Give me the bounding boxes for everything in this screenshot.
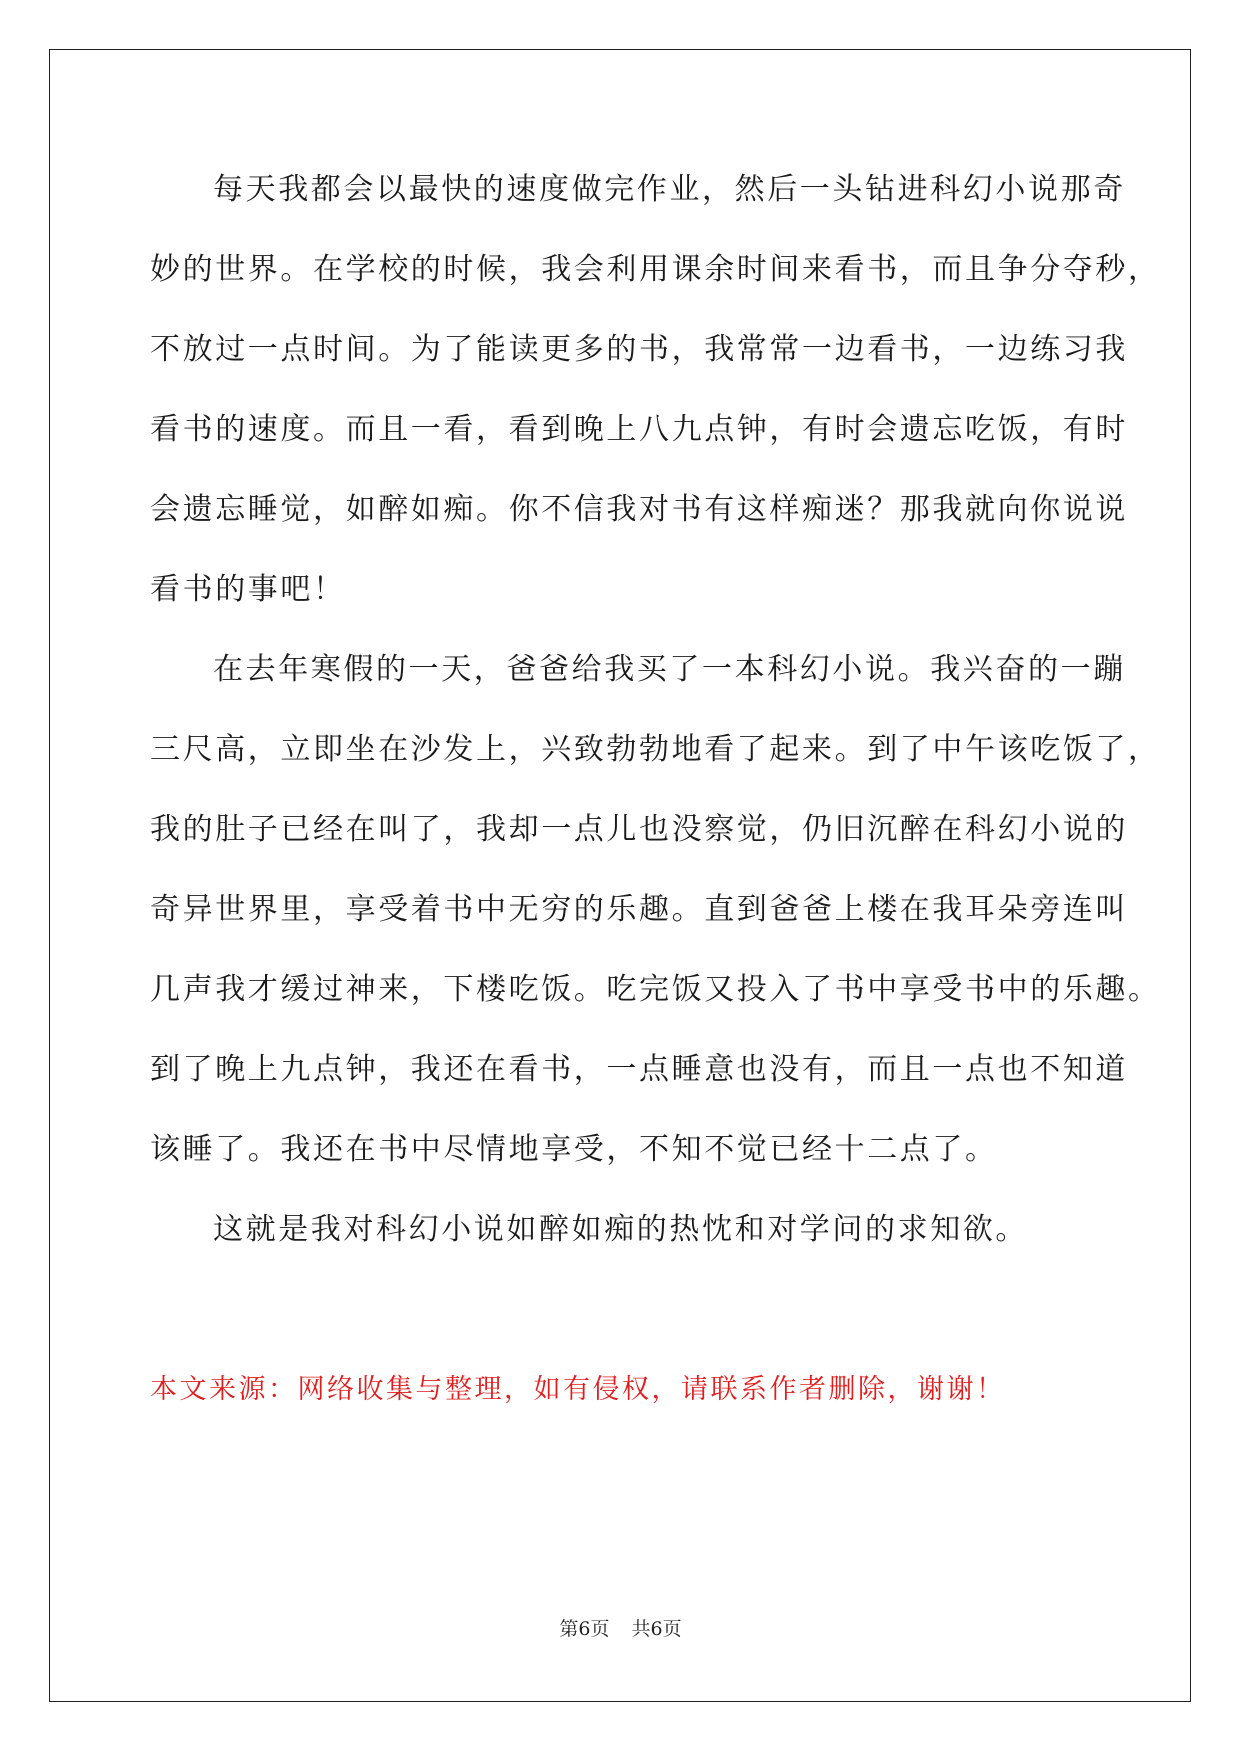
page-footer — [0, 1614, 1241, 1641]
paragraph-1 — [150, 160, 1161, 640]
text-line: 看书的事吧！ — [150, 572, 346, 607]
text-line: 看书的速度。而且一看，看到晚上八九点钟，有时会遗忘吃饭，有时 — [150, 412, 1128, 447]
text-line: 妙的世界。在学校的时候，我会利用课余时间来看书，而且争分夺秒， — [150, 252, 1161, 287]
source-note: 本文来源：网络收集与整理，如有侵权，请联系作者删除，谢谢！ — [150, 1374, 1006, 1405]
text-line: 到了晚上九点钟，我还在看书，一点睡意也没有，而且一点也不知道 — [150, 1052, 1128, 1087]
text-line: 该睡了。我还在书中尽情地享受，不知不觉已经十二点了。 — [150, 1132, 998, 1167]
page-number-total: 共6页 — [631, 1618, 682, 1640]
text-line: 三尺高，立即坐在沙发上，兴致勃勃地看了起来。到了中午该吃饭了， — [150, 732, 1161, 767]
text-line: 奇异世界里，享受着书中无穷的乐趣。直到爸爸上楼在我耳朵旁连叫 — [150, 892, 1128, 927]
text-line: 几声我才缓过神来，下楼吃饭。吃完饭又投入了书中享受书中的乐趣。 — [150, 972, 1161, 1007]
text-line: 不放过一点时间。为了能读更多的书，我常常一边看书，一边练习我 — [150, 332, 1128, 367]
page-number-current: 第6页 — [559, 1618, 610, 1640]
paragraph-3 — [150, 1200, 1085, 1280]
text-line: 我的肚子已经在叫了，我却一点儿也没察觉，仍旧沉醉在科幻小说的 — [150, 812, 1128, 847]
text-line: 在去年寒假的一天，爸爸给我买了一本科幻小说。我兴奋的一蹦 — [213, 652, 1126, 687]
text-line: 每天我都会以最快的速度做完作业，然后一头钻进科幻小说那奇 — [213, 172, 1126, 207]
paragraph-2 — [150, 640, 1161, 1200]
document-body — [150, 160, 1161, 1280]
text-line: 会遗忘睡觉，如醉如痴。你不信我对书有这样痴迷？那我就向你说说 — [150, 492, 1128, 527]
text-line: 这就是我对科幻小说如醉如痴的热忱和对学问的求知欲。 — [213, 1212, 1028, 1247]
